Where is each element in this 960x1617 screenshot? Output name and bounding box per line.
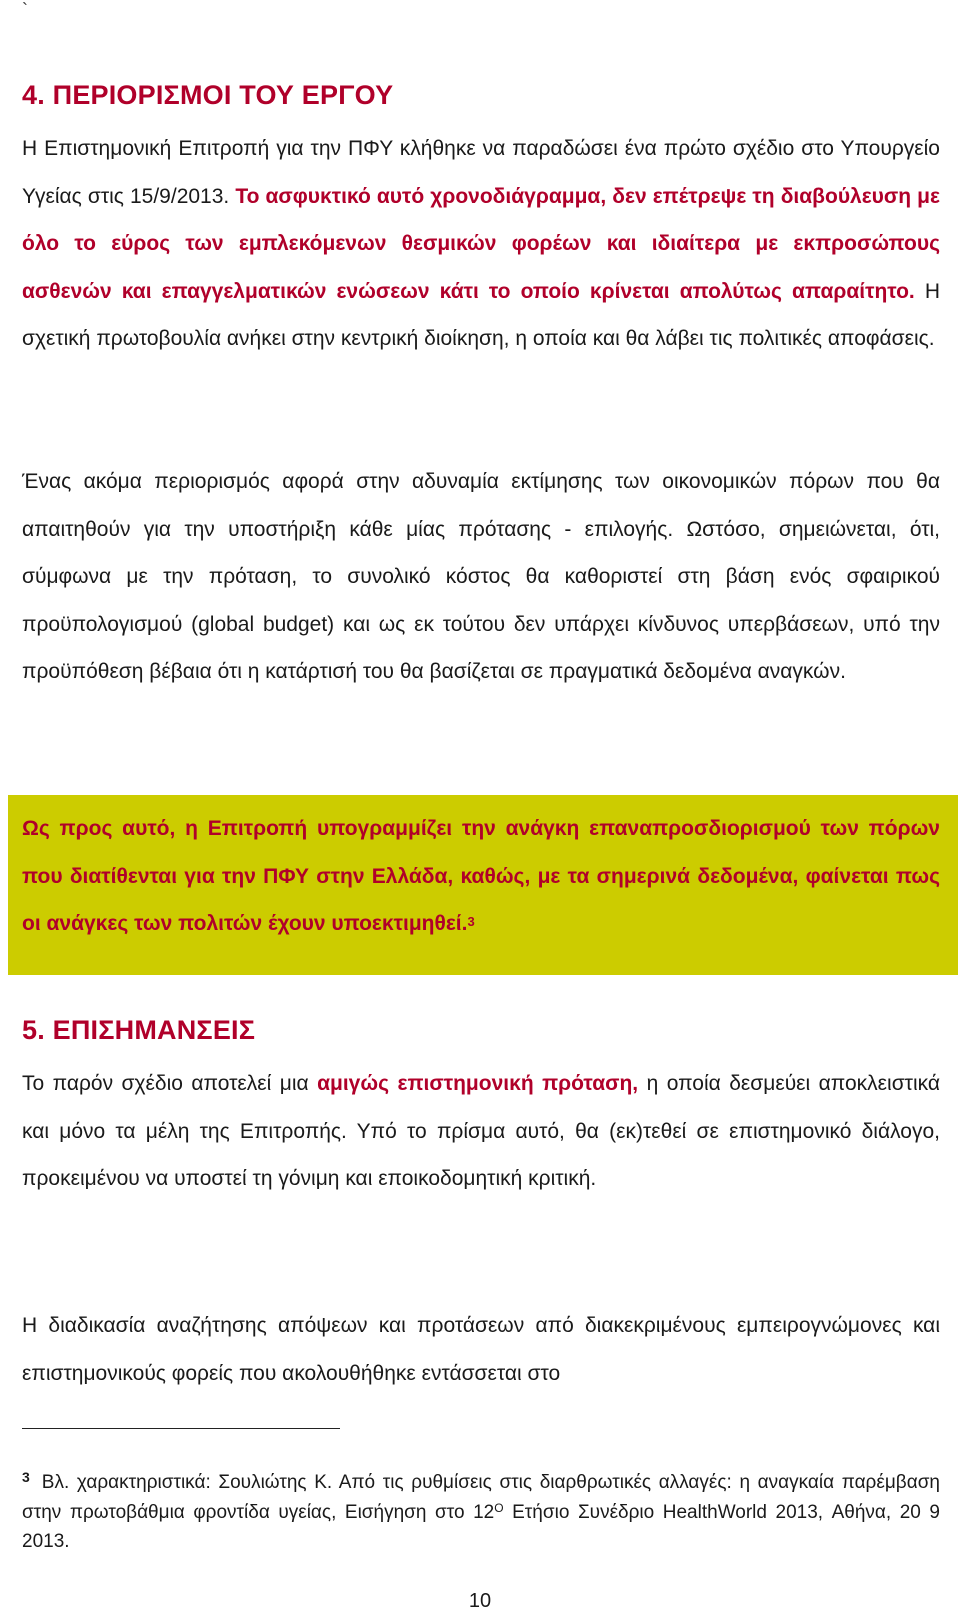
section-4-p1-emphasis: Το ασφυκτικό αυτό χρονοδιάγραμμα, δεν επέτρεψε τη διαβούλευση με όλο το εύρος των εμπλεκόμενων θεσμικών φορέων και ιδιαίτερα με εκπροσώπους ασθενών και επαγγελματικών ενώσεων κάτι το οποίο κρίνεται απολύτως απαραίτητο. — [22, 184, 940, 303]
section-4-paragraph-1 — [22, 125, 940, 363]
footnote-superscript: Ο — [494, 1501, 504, 1515]
page-number: 10 — [468, 1590, 492, 1612]
section-4-p1-text-c: Η σχετική πρωτοβουλία ανήκει στην κεντρική διοίκηση, η οποία και θα λάβει τις πολιτικές αποφάσεις. — [22, 279, 940, 350]
section-4-paragraph-2: Ένας ακόμα περιορισμός αφορά στην αδυναμία εκτίμησης των οικονομικών πόρων που θα απαιτηθούν για την υποστήριξη κάθε μίας πρότασης - επιλογής. Ωστόσο, σημειώνεται, ότι, σύμφωνα με την πρόταση, το συνολικό κόστος θα καθοριστεί στη βάση ενός σφαιρικού προϋπολογισμού (global budget) και ως εκ τούτου δεν υπάρχει κίνδυνος υπερβάσεων, υπό την προϋπόθεση βέβαια ότι η κατάρτισή του θα βασίζεται σε πραγματικά δεδομένα αναγκών. — [22, 470, 940, 683]
highlight-box — [8, 795, 958, 975]
section-5-paragraph-2: Η διαδικασία αναζήτησης απόψεων και προτάσεων από διακεκριμένους εμπειρογνώμονες και επιστημονικούς φορείς που ακολουθήθηκε εντάσσεται στο — [22, 1314, 940, 1385]
section-5-p1-text-a: Το παρόν σχέδιο αποτελεί μια — [22, 1072, 318, 1095]
footnote-text-a: Βλ. χαρακτηριστικά: Σουλιώτης Κ. Από τις ρυθμίσεις στις διαρθρωτικές αλλαγές: η αναγκαία παρέμβαση στην πρωτοβάθμια φροντίδα υγείας, Εισήγηση στο 12 — [22, 1472, 940, 1523]
footnote-text-b: Ετήσιο Συνέδριο HealthWorld 2013, Αθήνα, 20 9 2013. — [22, 1502, 940, 1552]
footnote-mark: 3 — [22, 1469, 30, 1485]
highlight-text: Ως προς αυτό, η Επιτροπή υπογραμμίζει την ανάγκη επαναπροσδιορισμού των πόρων που διατίθενται για την ΠΦΥ στην Ελλάδα, καθώς, με τα σημερινά δεδομένα, φαίνεται πως οι ανάγκες των πολιτών έχουν υποεκτιμηθεί. — [22, 817, 940, 935]
highlight-paragraph — [22, 805, 940, 948]
footnote-reference[interactable]: 3 — [467, 914, 475, 929]
section-4-p1-text-a: Η Επιστημονική Επιτροπή για την ΠΦΥ κλήθηκε να παραδώσει ένα πρώτο σχέδιο στο Υπουργείο Υγείας στις 15/9/2013. — [22, 137, 940, 208]
section-4-title: 4. ΠΕΡΙΟΡΙΣΜΟΙ ΤΟΥ ΕΡΓΟΥ — [22, 80, 394, 110]
corner-mark: ` — [22, 0, 28, 20]
section-5-title: 5. ΕΠΙΣΗΜΑΝΣΕΙΣ — [22, 1015, 256, 1045]
section-5-p1-text-c: η οποία δεσμεύει αποκλειστικά και μόνο τα μέλη της Επιτροπής. Υπό το πρίσμα αυτό, θα (εκ)τεθεί σε επιστημονικό διάλογο, προκειμένου να υποστεί τη γόνιμη και εποικοδομητική κριτική. — [22, 1072, 941, 1190]
footnote — [22, 1468, 940, 1556]
footnote-divider — [22, 1428, 340, 1429]
section-5-paragraph-1 — [22, 1060, 940, 1203]
section-5-p1-emphasis: αμιγώς επιστημονική πρόταση, — [317, 1072, 639, 1095]
